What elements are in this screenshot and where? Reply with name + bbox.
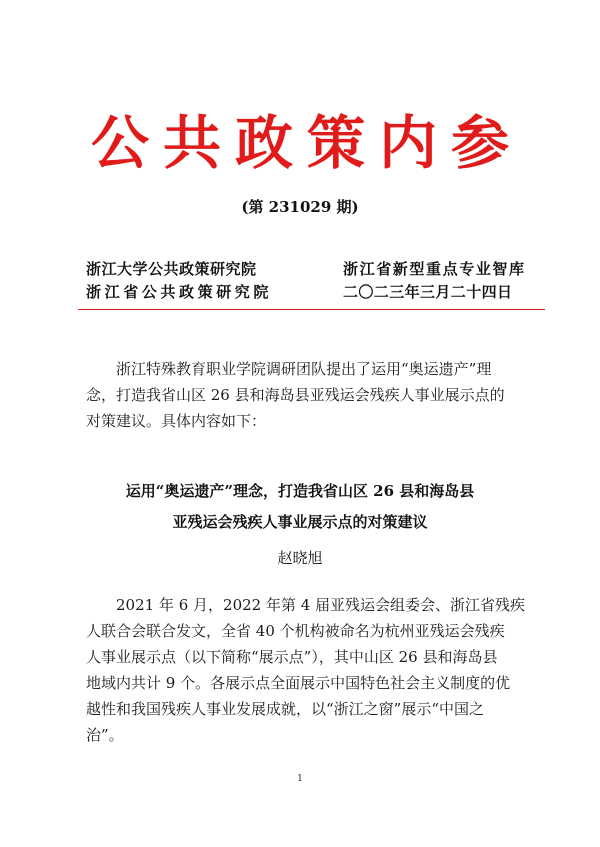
org-zju-institute: 浙江大学公共政策研究院 [86,260,257,278]
paragraph-line: 人联合会联合发文，全省 40 个机构被命名为杭州亚残运会残疾 [86,622,505,640]
intro-paragraph [86,356,532,434]
org-think-tank: 浙江省新型重点专业智库 [343,260,526,278]
page-number: 1 [297,774,303,784]
masthead-title: 公共政策内参 [90,109,523,177]
intro-line: 浙江特殊教育职业学院调研团队提出了运用“奥运遗产”理 [116,360,492,378]
article-title-line-1: 运用“奥运遗产”理念，打造我省山区 26 县和海岛县 [125,482,475,500]
paragraph-line: 越性和我国残疾人事业发展成就，以“浙江之窗”展示“中国之 [86,700,485,718]
issue-number: (第 231029 期) [241,198,359,216]
article-title-line-2: 亚残运会残疾人事业展示点的对策建议 [172,513,428,531]
intro-line: 对策建议。具体内容如下： [86,412,267,430]
header-divider [78,309,545,310]
paragraph-line: 2021 年 6 月，2022 年第 4 届亚残运会组委会、浙江省残疾 [116,596,526,614]
body-paragraph [86,592,532,748]
paragraph-line: 治”。 [86,726,124,744]
intro-line: 念，打造我省山区 26 县和海岛县亚残运会残疾人事业展示点的 [86,386,505,404]
paragraph-line: 地域内共计 9 个。各展示点全面展示中国特色社会主义制度的优 [86,674,511,692]
article-author: 赵晓旭 [277,549,323,567]
org-zhejiang-institute: 浙江省公共政策研究院 [86,283,273,301]
paragraph-line: 人事业展示点（以下简称“展示点”），其中山区 26 县和海岛县 [86,648,498,666]
publication-date: 二〇二三年三月二十四日 [343,283,513,301]
